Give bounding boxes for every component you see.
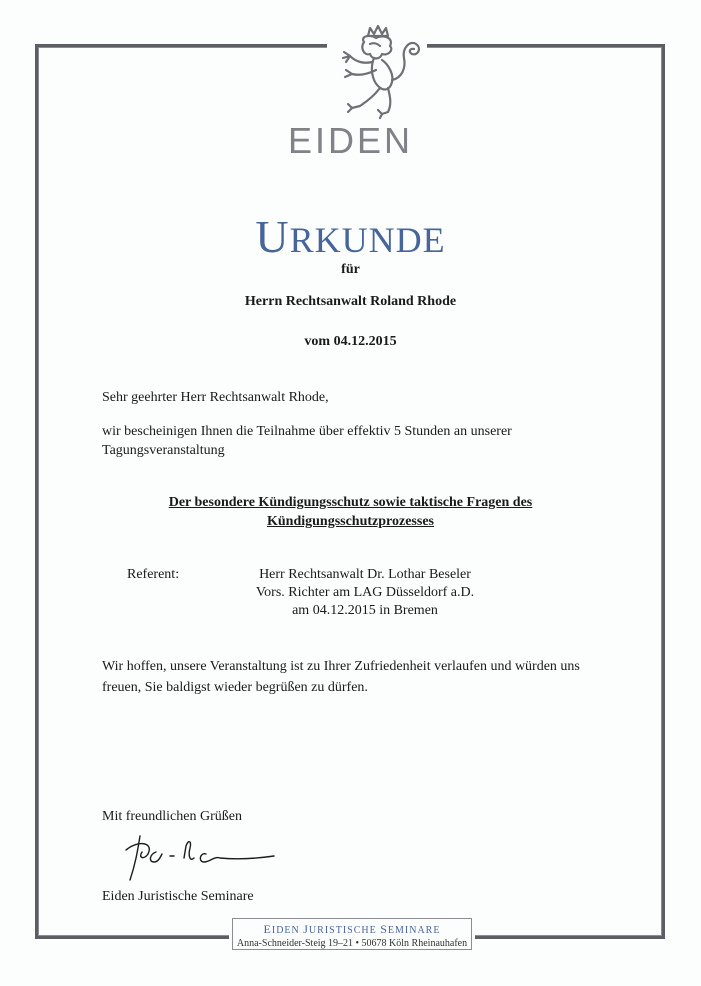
footer-company-name bbox=[233, 922, 471, 937]
greeting: Mit freundlichen Grüßen bbox=[102, 809, 242, 824]
footer-name-part: J bbox=[303, 922, 309, 936]
seminar-title-line-1: Der besondere Kündigungsschutz sowie taktische Fragen des bbox=[168, 495, 533, 510]
title-rest: RKUNDE bbox=[289, 220, 446, 260]
body-line-2: Tagungsveranstaltung bbox=[102, 443, 225, 458]
footer-name-part: E bbox=[263, 922, 272, 936]
referent-date-place: am 04.12.2015 in Bremen bbox=[292, 603, 438, 618]
certificate-frame bbox=[35, 44, 665, 939]
certificate-title bbox=[0, 210, 701, 263]
seminar-title-line-2: Kündigungsschutzprozesses bbox=[266, 514, 434, 529]
closing-line-1: Wir hoffen, unsere Veranstaltung ist zu Ihrer Zufriedenheit verlaufen und würden uns bbox=[102, 659, 580, 674]
referent-label: Referent: bbox=[127, 567, 180, 582]
brand-logo: EIDEN bbox=[287, 120, 414, 161]
footer-address-box bbox=[232, 918, 472, 950]
title-initial: U bbox=[255, 211, 290, 262]
footer-name-part: IDEN bbox=[271, 925, 304, 936]
body-line-1: wir bescheinigen Ihnen die Teilnahme über effektiv 5 Stunden an unserer bbox=[102, 424, 512, 439]
signature-icon bbox=[110, 828, 280, 886]
footer-name-part: URISTISCHE bbox=[308, 925, 381, 936]
salutation: Sehr geehrter Herr Rechtsanwalt Rhode, bbox=[102, 390, 329, 405]
referent-name: Herr Rechtsanwalt Dr. Lothar Beseler bbox=[259, 567, 471, 582]
fuer-label: für bbox=[341, 262, 360, 277]
referent-title: Vors. Richter am LAG Düsseldorf a.D. bbox=[255, 585, 475, 600]
closing-line-2: freuen, Sie baldigst wieder begrüßen zu dürfen. bbox=[102, 680, 368, 695]
footer-address: Anna-Schneider-Steig 19–21 • 50678 Köln Rheinauhafen bbox=[236, 938, 468, 949]
seminar-title bbox=[0, 493, 701, 531]
footer-name-part: S bbox=[380, 922, 388, 936]
sender-name: Eiden Juristische Seminare bbox=[102, 889, 254, 904]
certificate-date: vom 04.12.2015 bbox=[304, 334, 397, 349]
lion-crest-icon bbox=[330, 22, 425, 120]
footer-name-part: EMINARE bbox=[387, 925, 441, 936]
recipient-name: Herrn Rechtsanwalt Roland Rhode bbox=[244, 294, 457, 309]
